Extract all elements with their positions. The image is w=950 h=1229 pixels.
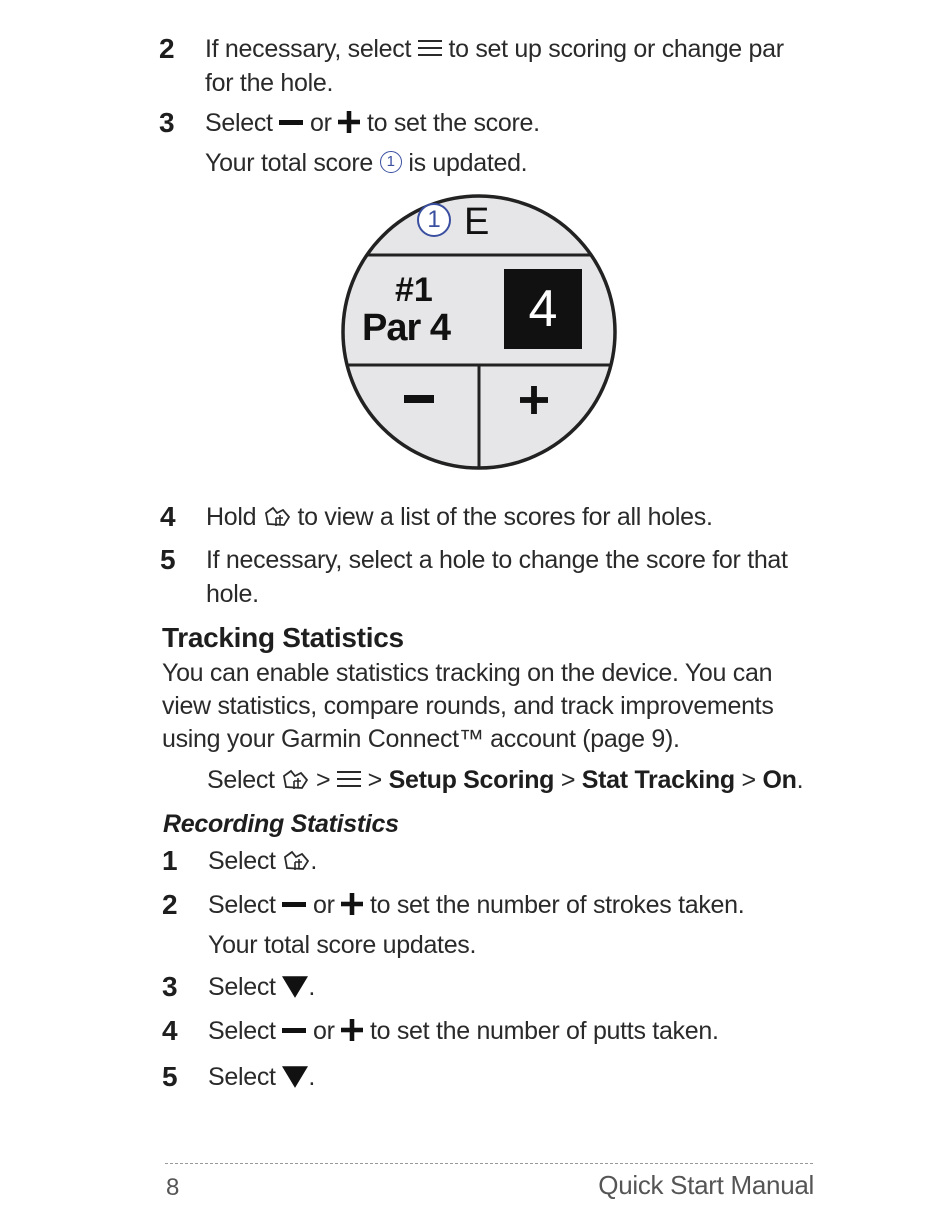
step-text: is updated. <box>408 149 528 177</box>
separator: > <box>560 766 576 794</box>
step-text: or <box>313 1017 335 1045</box>
golf-action-icon <box>263 504 291 528</box>
step-number: 5 <box>160 544 176 575</box>
instruction-line <box>207 764 803 797</box>
step-text: or <box>310 109 332 137</box>
menu-path-setup-scoring: Setup Scoring <box>388 766 555 794</box>
menu-path-on: On <box>762 766 797 794</box>
step-number: 3 <box>159 107 175 138</box>
watch-callout-marker: 1 <box>417 203 451 237</box>
paragraph-line: view statistics, compare rounds, and track improvements <box>162 692 774 720</box>
step-number: 5 <box>162 1061 178 1092</box>
plus-icon <box>341 893 363 915</box>
step-text: Select <box>208 1063 276 1091</box>
paragraph-line: using your Garmin Connect™ account (page 9). <box>162 725 680 753</box>
step-text: to set the score. <box>366 109 540 137</box>
period: . <box>796 766 804 794</box>
paragraph-line: You can enable statistics tracking on the device. You can <box>162 659 773 687</box>
step-text: Hold <box>206 503 257 531</box>
callout-marker: 1 <box>380 151 402 173</box>
period: . <box>310 847 317 875</box>
step-text: to view a list of the scores for all holes. <box>297 503 713 531</box>
minus-icon <box>282 894 306 914</box>
down-arrow-icon <box>282 1064 308 1088</box>
separator: > <box>316 766 331 794</box>
page-number: 8 <box>166 1174 180 1201</box>
step-text: Select <box>208 973 276 1001</box>
footer-divider <box>165 1163 813 1164</box>
subsection-heading: Recording Statistics <box>163 810 399 838</box>
step-number: 2 <box>159 33 175 64</box>
step-number: 1 <box>162 845 178 876</box>
step-number: 3 <box>162 971 178 1002</box>
step-text: If necessary, select <box>205 35 412 63</box>
step-text-line2: Your total score updates. <box>208 931 477 959</box>
section-heading: Tracking Statistics <box>162 622 404 653</box>
step-text: to set up scoring or change par <box>448 35 784 63</box>
period: . <box>308 973 315 1001</box>
step-text: If necessary, select a hole to change the score for that <box>206 546 788 574</box>
step-text: to set the number of putts taken. <box>369 1017 719 1045</box>
step-number: 4 <box>162 1015 178 1046</box>
instruction-text: Select <box>207 766 275 794</box>
step-text: Your total score <box>205 149 373 177</box>
step-text: Select <box>208 891 276 919</box>
step-number: 4 <box>160 501 176 532</box>
step-number: 2 <box>162 889 178 920</box>
golf-action-icon <box>281 767 309 791</box>
plus-icon <box>520 386 548 414</box>
hole-score: 4 <box>528 280 558 338</box>
watch-screen <box>340 193 618 471</box>
hole-number: #1 <box>395 271 433 309</box>
period: . <box>308 1063 315 1091</box>
step-text: Select <box>208 847 276 875</box>
minus-icon <box>279 112 303 132</box>
watch-plus-button[interactable] <box>520 386 548 414</box>
menu-icon <box>337 769 361 789</box>
step-text: or <box>313 891 335 919</box>
plus-icon <box>338 111 360 133</box>
footer-title: Quick Start Manual <box>598 1170 814 1200</box>
menu-path-stat-tracking: Stat Tracking <box>581 766 735 794</box>
total-score: E <box>464 201 490 243</box>
separator: > <box>741 766 756 794</box>
step-text: Select <box>205 109 273 137</box>
step-text-line2: hole. <box>206 580 259 608</box>
separator: > <box>367 766 382 794</box>
menu-icon <box>418 38 442 58</box>
plus-icon <box>341 1019 363 1041</box>
step-text: to set the number of strokes taken. <box>369 891 745 919</box>
minus-icon <box>282 1020 306 1040</box>
step-text: Select <box>208 1017 276 1045</box>
step-text-line2: for the hole. <box>205 69 334 97</box>
down-arrow-icon <box>282 974 308 998</box>
golf-action-icon <box>282 848 310 872</box>
hole-par: Par 4 <box>362 307 450 349</box>
watch-minus-button[interactable] <box>404 395 434 403</box>
